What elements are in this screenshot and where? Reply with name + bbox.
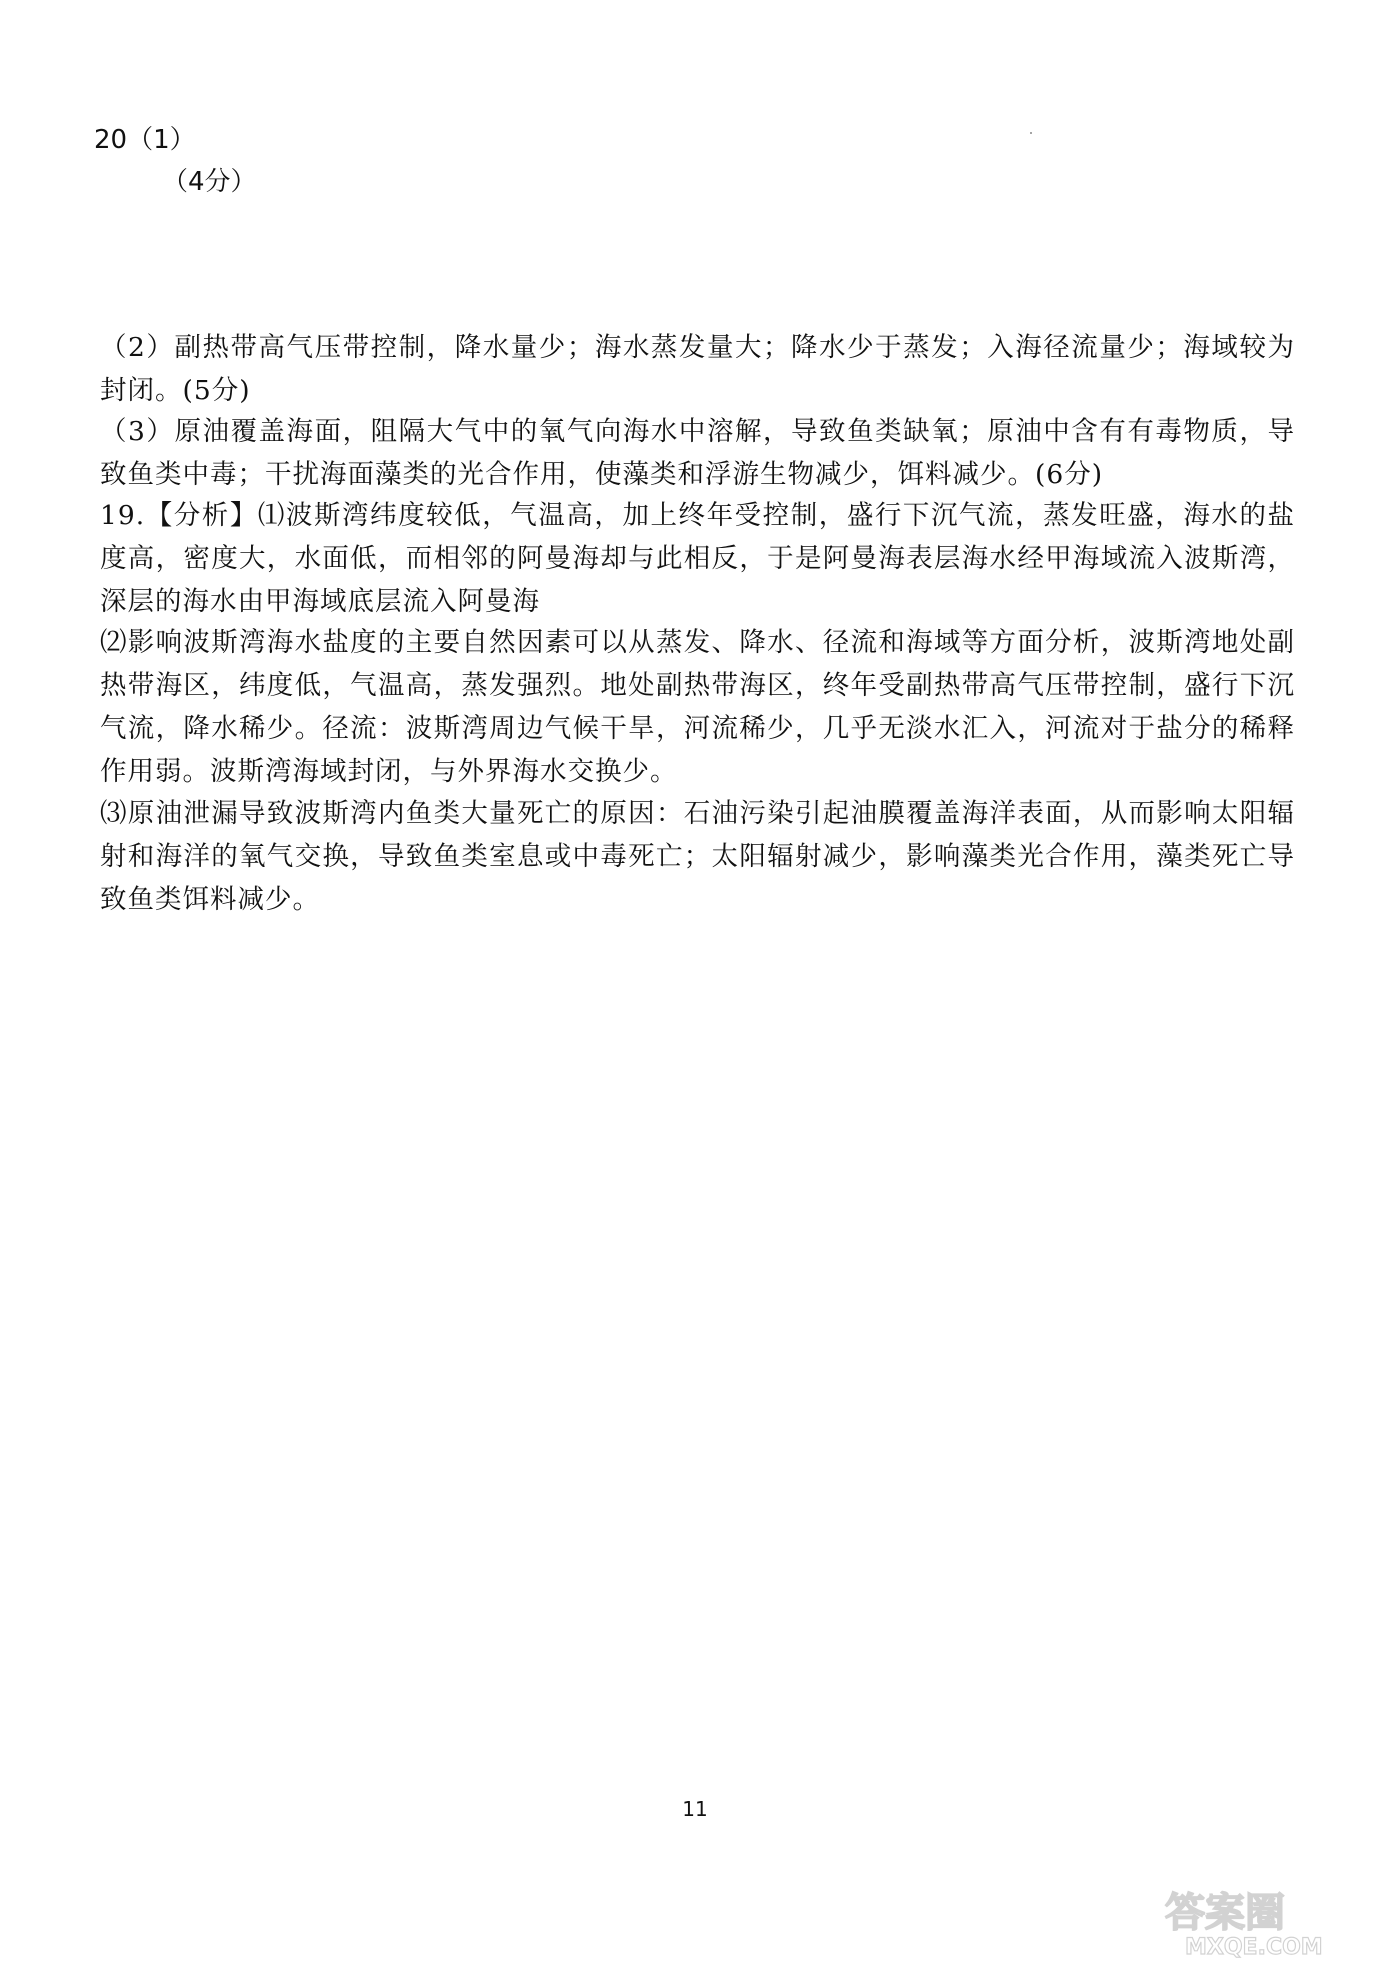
question-19-part1-analysis: 19.【分析】⑴波斯湾纬度较低，气温高，加上终年受控制，盛行下沉气流，蒸发旺盛，海水的盐度高，密度大，水面低，而相邻的阿曼海却与此相反，于是阿曼海表层海水经甲海域流入波斯湾，深层的海水由甲海域底层流入阿曼海 (100, 500, 1295, 617)
watermark-line1: 答案圈 (1165, 1890, 1285, 1936)
question-20-part3-answer: （3）原油覆盖海面，阻隔大气中的氧气向海水中溶解，导致鱼类缺氧；原油中含有有毒物质，导致鱼类中毒；干扰海面藻类的光合作用，使藻类和浮游生物减少，饵料减少。(6分) (100, 416, 1295, 490)
page-number: 11 (682, 1797, 708, 1821)
question-19-part3-analysis: ⑶原油泄漏导致波斯湾内鱼类大量死亡的原因：石油污染引起油膜覆盖海洋表面，从而影响太阳辐射和海洋的氧气交换，导致鱼类室息或中毒死亡；太阳辐射减少，影响藻类光合作用，藻类死亡导致鱼类饵料减少。 (100, 798, 1295, 915)
site-watermark-logo (1155, 1880, 1375, 1960)
question-20-label: 20（1） (94, 125, 196, 155)
question-20-part2-answer: （2）副热带高气压带控制，降水量少；海水蒸发量大；降水少于蒸发；入海径流量少；海域较为封闭。(5分) (100, 332, 1295, 406)
question-20-part1-score: （4分） (162, 167, 257, 197)
question-19-part2-analysis: ⑵影响波斯湾海水盐度的主要自然因素可以从蒸发、降水、径流和海域等方面分析，波斯湾地处副热带海区，纬度低，气温高，蒸发强烈。地处副热带海区，终年受副热带高气压带控制，盛行下沉气流，降水稀少。径流：波斯湾周边气候干旱，河流稀少，几乎无淡水汇入，河流对于盐分的稀释作用弱。波斯湾海域封闭，与外界海水交换少。 (100, 627, 1295, 787)
scan-speck (1030, 132, 1032, 134)
watermark-line2: MXQE.COM (1185, 1935, 1323, 1960)
